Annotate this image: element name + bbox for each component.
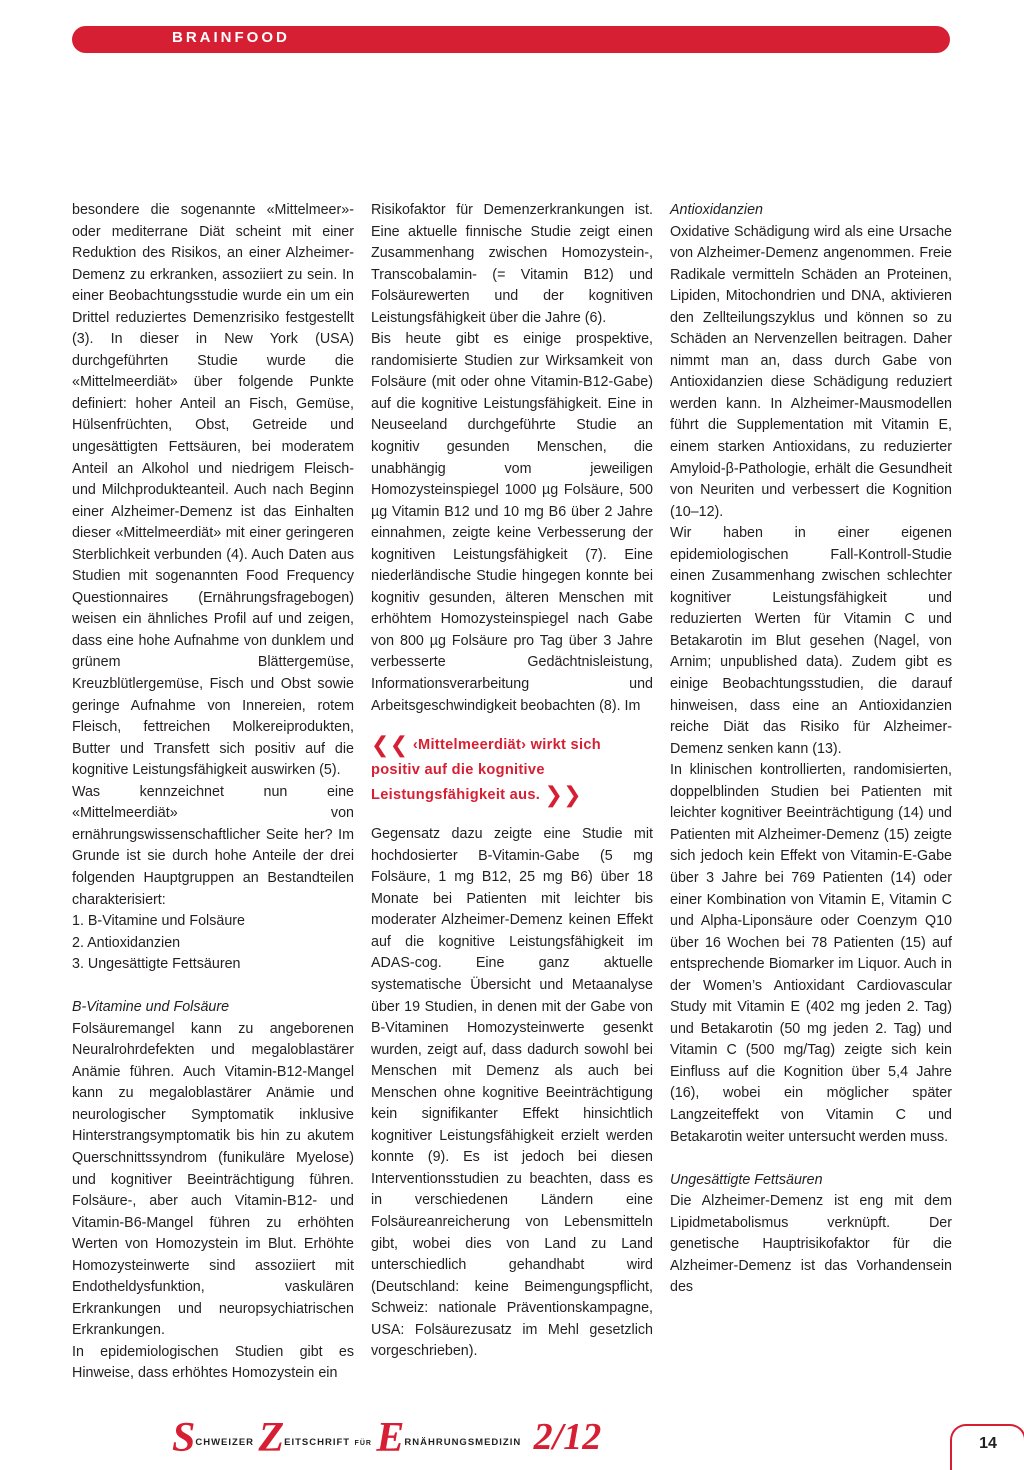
section-header-bar: [72, 26, 950, 53]
quote-close-icon: ❯❯: [544, 782, 582, 808]
paragraph: Gegensatz dazu zeigte eine Studie mit hochdosierter B-Vitamin-Gabe (5 mg Folsäure, 1 mg B12, 25 mg B6) über 18 Monate bei Patienten mit leichter bis moderater Alzheimer-Demenz keinen Effekt auf die kognitive Leistungsfähigkeit im ADAS-cog. Eine ganz aktuelle systematische Übersicht und Metaanalyse über 19 Studien, in denen mit der Gabe von B-Vitaminen Homozysteinwerte gesenkt wurden, zeigt auf, dass dadurch sowohl bei Menschen mit Demenz als auch bei Menschen ohne kognitive Beeinträchtigung kein signifikanter Effekt hinsichtlich kognitiver Leistungsfähigkeit erzielt werden konnte (9). Es ist jedoch bei diesen Interventionsstudien zu beachten, dass es in verschiedenen Ländern eine Folsäureanreicherung von Lebensmitteln gibt, wobei dies von Land zu Land unterschiedlich gehandhabt wird (Deutschland: keine Beimengungspflicht, Schweiz: nationale Präventionskampagne, USA: Folsäurezusatz im Mehl gesetzlich vorgeschrieben).: [371, 826, 653, 1360]
page-number: 14: [979, 1435, 997, 1452]
subheading-b-vitamine: B-Vitamine und Folsäure: [72, 999, 230, 1016]
journal-footer: [72, 1414, 997, 1461]
list-item: 3. Ungesättigte Fettsäuren: [72, 956, 241, 973]
quote-open-icon: ❮❮: [371, 732, 409, 758]
list-item: 1. B-Vitamine und Folsäure: [72, 913, 245, 930]
article-column-1: [72, 200, 354, 1380]
pull-quote-text: ‹Mittelmeerdiät› wirkt sich positiv auf die kognitive Leistungsfähigkeit aus.: [371, 737, 601, 804]
paragraph: Risikofaktor für Demenzerkrankungen ist. Eine aktuelle finnische Studie zeigt einen Zusammenhang zwischen Homozystein-, Transcobalamin- (= Vitamin B12) und Folsäurewerten und der kognitiven Leistungsfähigkeit über die Jahre (6).: [371, 202, 653, 326]
subheading-fettsaeuren: Ungesättigte Fettsäuren: [670, 1171, 823, 1188]
paragraph: In klinischen kontrollierten, randomisierten, doppelblinden Studien bei Patienten mit leichter kognitiver Beeinträchtigung (14) und Patienten mit Alzheimer-Demenz (15) zeigte sich jedoch kein Effekt von Vitamin-E-Gabe über 3 Jahre bei 769 Patienten (14) oder einer Kombination von Vitamin E, Vitamin C und Alpha-Liponsäure oder Coenzym Q10 über 16 Wochen bei 78 Patienten (15) auf entsprechende Biomarker im Liquor. Auch in der Women’s Antioxidant Cardiovascular Study mit Vitamin E (402 mg jeden 2. Tag) und Betakarotin (50 mg jeden 2. Tag) und Vitamin C (500 mg/Tag) zeigte sich kein Einfluss auf die Kognition über 5,4 Jahre (16), wobei ein möglicher später Langzeiteffekt von Vitamin C und Betakarotin weiter untersucht werden muss.: [670, 762, 952, 1145]
subheading-antioxidanzien: Antioxidanzien: [670, 202, 763, 218]
paragraph: Wir haben in einer eigenen epidemiologischen Fall-Kontroll-Studie einen Zusammenhang zwischen schlechter kognitiver Leistungsfähigkeit und reduzierten Werten für Vitamin C und Betakarotin im Blut gesehen (Nagel, von Arnim; unpublished data). Zudem gibt es einige Beobachtungsstudien, die darauf hinweisen, dass eine an Antioxidanzien reiche Diät das Risiko für Alzheimer-Demenz senken kann (13).: [670, 525, 952, 757]
article-column-2: [371, 200, 653, 1380]
paragraph: Was kennzeichnet nun eine «Mittelmeerdiät» von ernährungswissenschaftlicher Seite her? Im Grunde ist sie durch hohe Anteile der drei folgenden Hauptgruppen an Bestandteilen charakterisiert:: [72, 783, 354, 908]
paragraph: Oxidative Schädigung wird als eine Ursache von Alzheimer-Demenz angenommen. Freie Radikale vermitteln Schäden an Proteinen, Lipiden, Mitochondrien und DNA, aktivieren den Zellteilungszyklus und können so zu Schäden an Nervenzellen beitragen. Daher nimmt man an, dass durch Gabe von Antioxidanzien diese Schädigung reduziert werden kann. In Alzheimer-Mausmodellen führt die Supplementation mit Vitamin E, einem starken Antioxidans, zu reduzierter Amyloid-β-Pathologie, erhält die Gesundheit von Neuriten und verbessert die Kognition (10–12).: [670, 223, 952, 520]
paragraph: Die Alzheimer-Demenz ist eng mit dem Lipidmetabolismus verknüpft. Der genetische Hauptrisikofaktor für die Alzheimer-Demenz ist das Vorhandensein des: [670, 1193, 952, 1296]
pull-quote: [371, 733, 653, 808]
paragraph: besondere die sogenannte «Mittelmeer»-oder mediterrane Diät scheint mit einer Reduktion des Risikos, an einer Alzheimer-Demenz zu erkranken, assoziiert zu sein. In einer Beobachtungsstudie wurde ein um ein Drittel reduziertes Demenzrisiko festgestellt (3). In dieser in New York (USA) durchgeführten Studie wurde die «Mittelmeerdiät» über folgende Punkte definiert: hoher Anteil an Fisch, Gemüse, Hülsenfrüchten, Obst, Getreide und ungesättigten Fettsäuren, bei moderatem Anteil an Alkohol und niedrigem Fleisch- und Milchprodukteanteil. Auch nach Beginn einer Alzheimer-Demenz ist das Einhalten dieser «Mittelmeerdiät» mit einer geringeren Sterblichkeit verbunden (4). Auch Daten aus Studien mit sogenannten Food Frequency Questionnaires (Ernährungsfragebogen) weisen ein ähnliches Profil auf und zeigen, dass eine hohe Aufnahme von dunklem und grünem Blättergemüse, Kreuzblütlergemüse, Fisch und Obst sowie geringe Aufnahme von Innereien, rotem Fleisch, fettreichen Molkereiprodukten, Butter und Transfett sich positiv auf die kognitive Leistungsfähigkeit auswirken (5).: [72, 202, 354, 779]
paragraph: Folsäuremangel kann zu angeborenen Neuralrohrdefekten und megaloblastärer Anämie führen. Auch Vitamin-B12-Mangel kann zu megaloblastärer Anämie und neurologischer Symptomatik inklusive Hinterstrangsymptomatik bis hin zu akutem Querschnittssyndrom (funikuläre Myelose) und kognitiver Beeinträchtigung führen. Folsäure-, aber auch Vitamin-B12- und Vitamin-B6-Mangel führen zu erhöhten Werten von Homozystein im Blut. Erhöhte Homozysteinwerte sind assoziiert mit Endotheldysfunktion, vaskulären Erkrankungen und neuropsychiatrischen Erkrankungen.: [72, 1020, 354, 1339]
list-item: 2. Antioxidanzien: [72, 934, 181, 951]
page-number-tab: [950, 1424, 1024, 1470]
journal-title: SCHWEIZER ZEITSCHRIFT FÜR ERNÄHRUNGSMEDIZIN 2/12: [172, 1415, 602, 1461]
paragraph: In epidemiologischen Studien gibt es Hinweise, dass erhöhtes Homozystein ein: [72, 1343, 354, 1382]
section-label: BRAINFOOD: [172, 29, 290, 46]
paragraph: Bis heute gibt es einige prospektive, randomisierte Studien zur Wirksamkeit von Folsäure (mit oder ohne Vitamin-B12-Gabe) auf die kognitive Leistungsfähigkeit. Eine in Neuseeland durchgeführte Studie an kognitiv gesunden Menschen, die unabhängig vom jeweiligen Homozysteinspiegel 1000 µg Folsäure, 500 µg Vitamin B12 und 10 mg B6 über 2 Jahre einnahmen, zeigte keine Verbesserung der kognitiven Leistungsfähigkeit (7). Eine niederländische Studie hingegen konnte bei kognitiv gesunden, älteren Menschen mit erhöhtem Homozysteinspiegel nach Gabe von 800 µg Folsäure pro Tag über 3 Jahre verbesserte Gedächtnisleistung, Informationsverarbeitung und Arbeitsgeschwindigkeit beobachten (8). Im: [371, 331, 653, 714]
article-column-3: [670, 200, 952, 1380]
issue-number: 2/12: [533, 1416, 602, 1458]
